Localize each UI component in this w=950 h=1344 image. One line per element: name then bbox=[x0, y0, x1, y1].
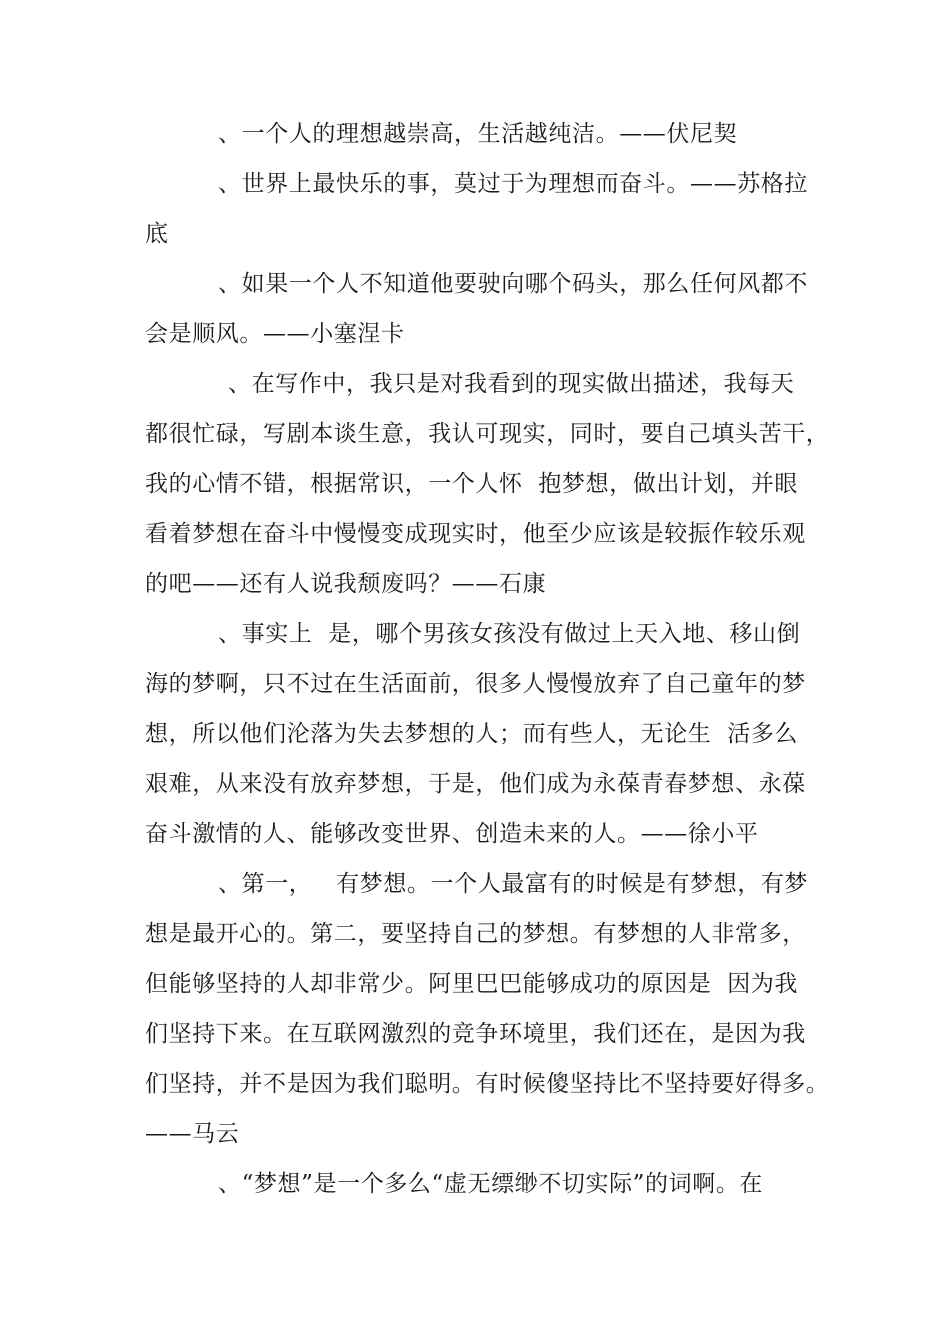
quote-line: 底 bbox=[145, 221, 169, 247]
quote-line: 、“梦想”是一个多么“虚无缥缈不切实际”的词啊。在 bbox=[218, 1171, 764, 1197]
quote-line: 看着梦想在奋斗中慢慢变成现实时，他至少应该是较振作较乐观 bbox=[145, 521, 806, 547]
quote-line: 、世界上最快乐的事，莫过于为理想而奋斗。——苏格拉 bbox=[218, 171, 808, 197]
quote-line: 、如果一个人不知道他要驶向哪个码头，那么任何风都不 bbox=[218, 271, 808, 297]
quote-line: 想，所以他们沦落为失去梦想的人；而有些人，无论生 活多么 bbox=[145, 721, 799, 747]
quote-line: 们坚持，并不是因为我们聪明。有时候傻坚持比不坚持要好得多。 bbox=[145, 1071, 830, 1097]
quote-line: 会是顺风。——小塞涅卡 bbox=[145, 321, 405, 347]
quote-line: ——马云 bbox=[145, 1121, 240, 1147]
quote-line: 奋斗激情的人、能够改变世界、创造未来的人。——徐小平 bbox=[145, 821, 759, 847]
quote-line: 我的心情不错，根据常识，一个人怀 抱梦想，做出计划，并眼 bbox=[145, 471, 799, 497]
quote-line: 、第一， 有梦想。一个人最富有的时候是有梦想，有梦 bbox=[218, 871, 809, 897]
quote-line: 但能够坚持的人却非常少。阿里巴巴能够成功的原因是 因为我 bbox=[145, 971, 799, 997]
quote-line: 海的梦啊，只不过在生活面前，很多人慢慢放弃了自己童年的梦 bbox=[145, 671, 806, 697]
quote-line: 都很忙碌，写剧本谈生意，我认可现实，同时，要自己填头苦干， bbox=[145, 421, 830, 447]
quote-line: 艰难，从来没有放弃梦想，于是，他们成为永葆青春梦想、永葆 bbox=[145, 771, 806, 797]
quote-line: 们坚持下来。在互联网激烈的竞争环境里，我们还在，是因为我 bbox=[145, 1021, 806, 1047]
quote-line: 想是最开心的。第二，要坚持自己的梦想。有梦想的人非常多， bbox=[145, 921, 806, 947]
quote-line: 的吧——还有人说我颓废吗？——石康 bbox=[145, 571, 547, 597]
quote-line: 、在写作中，我只是对我看到的现实做出描述，我每天 bbox=[228, 371, 795, 397]
quote-line: 、事实上 是，哪个男孩女孩没有做过上天入地、移山倒 bbox=[218, 621, 801, 647]
quote-line: 、一个人的理想越崇高，生活越纯洁。——伏尼契 bbox=[218, 121, 738, 147]
